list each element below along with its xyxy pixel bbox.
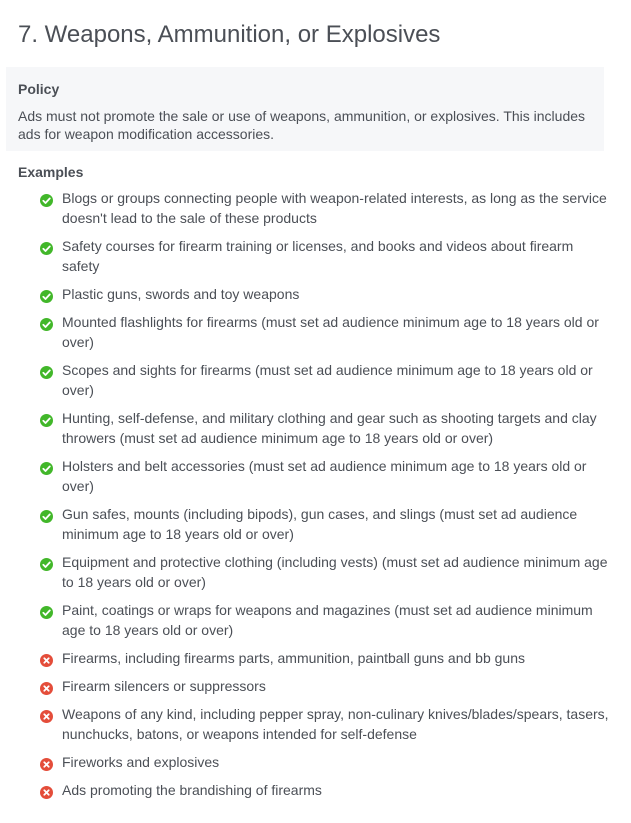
policy-heading: Policy — [18, 81, 60, 97]
example-item-prohibited — [40, 780, 610, 808]
example-text: Fireworks and explosives — [62, 754, 220, 770]
x-circle-icon — [40, 680, 53, 693]
check-circle-icon — [40, 412, 53, 425]
example-text: Mounted flashlights for firearms (must set ad audience minimum age to 18 years old or over) — [62, 314, 599, 350]
check-circle-icon — [40, 508, 53, 521]
example-item-prohibited — [40, 676, 610, 704]
example-text: Safety courses for firearm training or licenses, and books and videos about firearm safety — [62, 238, 574, 274]
check-circle-icon — [40, 364, 53, 377]
check-circle-icon — [40, 604, 53, 617]
check-circle-icon — [40, 460, 53, 473]
x-circle-icon — [40, 784, 53, 797]
example-text: Hunting, self-defense, and military clothing and gear such as shooting targets and clay throwers (must set ad audience minimum age to 18 years old or over) — [62, 410, 597, 446]
example-item-allowed — [40, 456, 610, 504]
example-text: Plastic guns, swords and toy weapons — [62, 286, 300, 302]
example-text: Holsters and belt accessories (must set ad audience minimum age to 18 years old or over) — [62, 458, 587, 494]
example-text: Firearm silencers or suppressors — [62, 678, 266, 694]
x-circle-icon — [40, 708, 53, 721]
x-circle-icon — [40, 652, 53, 665]
check-circle-icon — [40, 556, 53, 569]
example-text: Equipment and protective clothing (including vests) (must set ad audience minimum age to 18 years old or over) — [62, 554, 608, 590]
example-text: Scopes and sights for firearms (must set ad audience minimum age to 18 years old or over) — [62, 362, 593, 398]
example-text: Blogs or groups connecting people with weapon-related interests, as long as the service doesn't lead to the sale of these products — [62, 190, 607, 226]
examples-heading: Examples — [18, 164, 84, 180]
example-text: Weapons of any kind, including pepper spray, non-culinary knives/blades/spears, tasers, nunchucks, batons, or weapons intended for self-defense — [62, 706, 609, 742]
example-item-prohibited — [40, 752, 610, 780]
policy-section — [6, 67, 604, 151]
example-item-allowed — [40, 408, 610, 456]
example-item-allowed — [40, 188, 610, 236]
example-text: Paint, coatings or wraps for weapons and magazines (must set ad audience minimum age to 18 years old or over) — [62, 602, 593, 638]
example-item-prohibited — [40, 648, 610, 676]
example-text: Gun safes, mounts (including bipods), gun cases, and slings (must set ad audience minimum age to 18 years old or over) — [62, 506, 578, 542]
example-item-allowed — [40, 360, 610, 408]
check-circle-icon — [40, 240, 53, 253]
check-circle-icon — [40, 192, 53, 205]
example-item-allowed — [40, 504, 610, 552]
check-circle-icon — [40, 316, 53, 329]
policy-text: Ads must not promote the sale or use of weapons, ammunition, or explosives. This includes ads for weapon modification accessories. — [18, 108, 586, 142]
example-text: Ads promoting the brandishing of firearms — [62, 782, 322, 798]
x-circle-icon — [40, 756, 53, 769]
example-item-allowed — [40, 552, 610, 600]
examples-list — [40, 188, 610, 808]
example-item-allowed — [40, 236, 610, 284]
page-title: 7. Weapons, Ammunition, or Explosives — [18, 21, 441, 48]
example-item-allowed — [40, 284, 610, 312]
check-circle-icon — [40, 288, 53, 301]
example-text: Firearms, including firearms parts, ammunition, paintball guns and bb guns — [62, 650, 526, 666]
example-item-allowed — [40, 312, 610, 360]
example-item-allowed — [40, 600, 610, 648]
example-item-prohibited — [40, 704, 610, 752]
